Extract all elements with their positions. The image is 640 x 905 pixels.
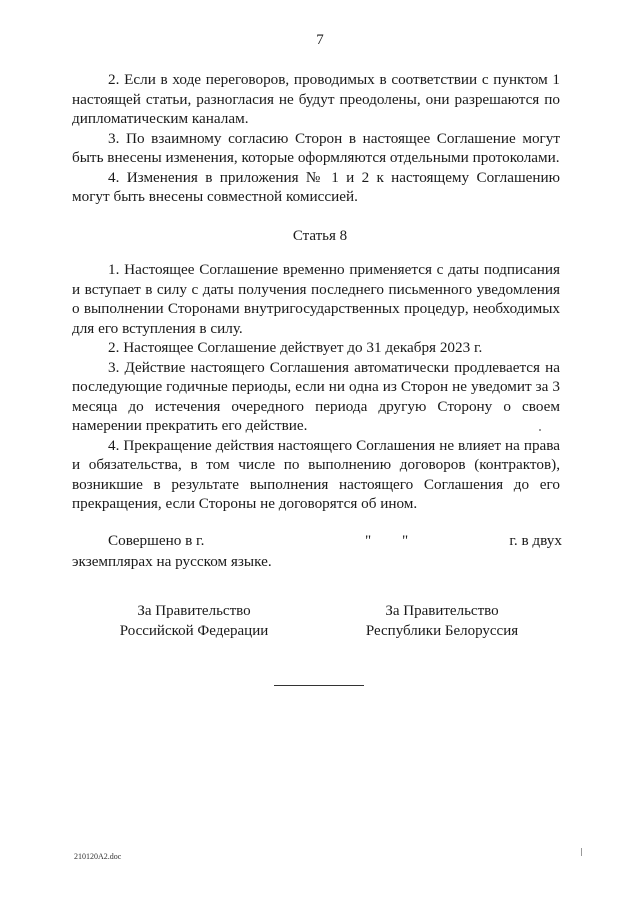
article-8-body [72,260,560,514]
paragraph: 4. Прекращение действия настоящего Соглашения не влияет на права и обязательства, в том числе по выполнению договоров (контрактов), возникшие в результате выполнения настоящего Соглашения до его прекращения, если Стороны не договорятся об ином. [72,436,560,512]
close-quote: " [402,532,409,549]
signatory-left-line2: Российской Федерации [119,623,269,639]
signed-lead: Совершено в г. [108,532,205,549]
paragraph: 3. По взаимному согласию Сторон в настоящее Соглашение могут быть внесены изменения, которые оформляются отдельными протоколами. [72,129,560,166]
paragraph: 2. Если в ходе переговоров, проводимых в соответствии с пунктом 1 настоящей статьи, разногласия не будут преодолены, они разрешаются по дипломатическим каналам. [72,71,560,127]
paragraph: 4. Изменения в приложения № 1 и 2 к настоящему Соглашению могут быть внесены совместной комиссией. [72,168,560,205]
signatory-right-line2: Республики Белоруссия [365,623,519,639]
paragraph: 1. Настоящее Соглашение временно применяется с даты подписания и вступает в силу с даты получения последнего письменного уведомления о выполнении Сторонами внутригосударственных процедур, необходимых для его вступления в силу. [72,261,560,337]
page-number: 7 [316,32,324,48]
edge-mark [581,848,582,856]
signing-clause-line-1 [72,530,562,551]
signed-tail: г. в двух [509,532,562,549]
scan-speck [539,429,541,431]
signatory-right-line1: За Правительство [385,603,499,619]
signing-clause [72,530,562,572]
article-7-continuation [72,70,560,207]
signatory-left-line1: За Правительство [137,603,251,619]
signatory-right [332,601,552,641]
file-code: 210120A2.doc [74,852,122,861]
paragraph: 2. Настоящее Соглашение действует до 31 декабря 2023 г. [108,339,483,356]
paragraph: 3. Действие настоящего Соглашения автоматически продлевается на последующие годичные периоды, если ни одна из Сторон не уведомит за 3 месяца до истечения очередного периода другую Сторону о своем намерении прекратить его действие. [72,358,560,434]
open-quote: " [365,532,372,549]
signatory-left [84,601,304,641]
signing-clause-line-2: экземплярах на русском языке. [72,553,272,570]
article-8-heading: Статья 8 [292,228,348,244]
end-divider [274,685,364,686]
